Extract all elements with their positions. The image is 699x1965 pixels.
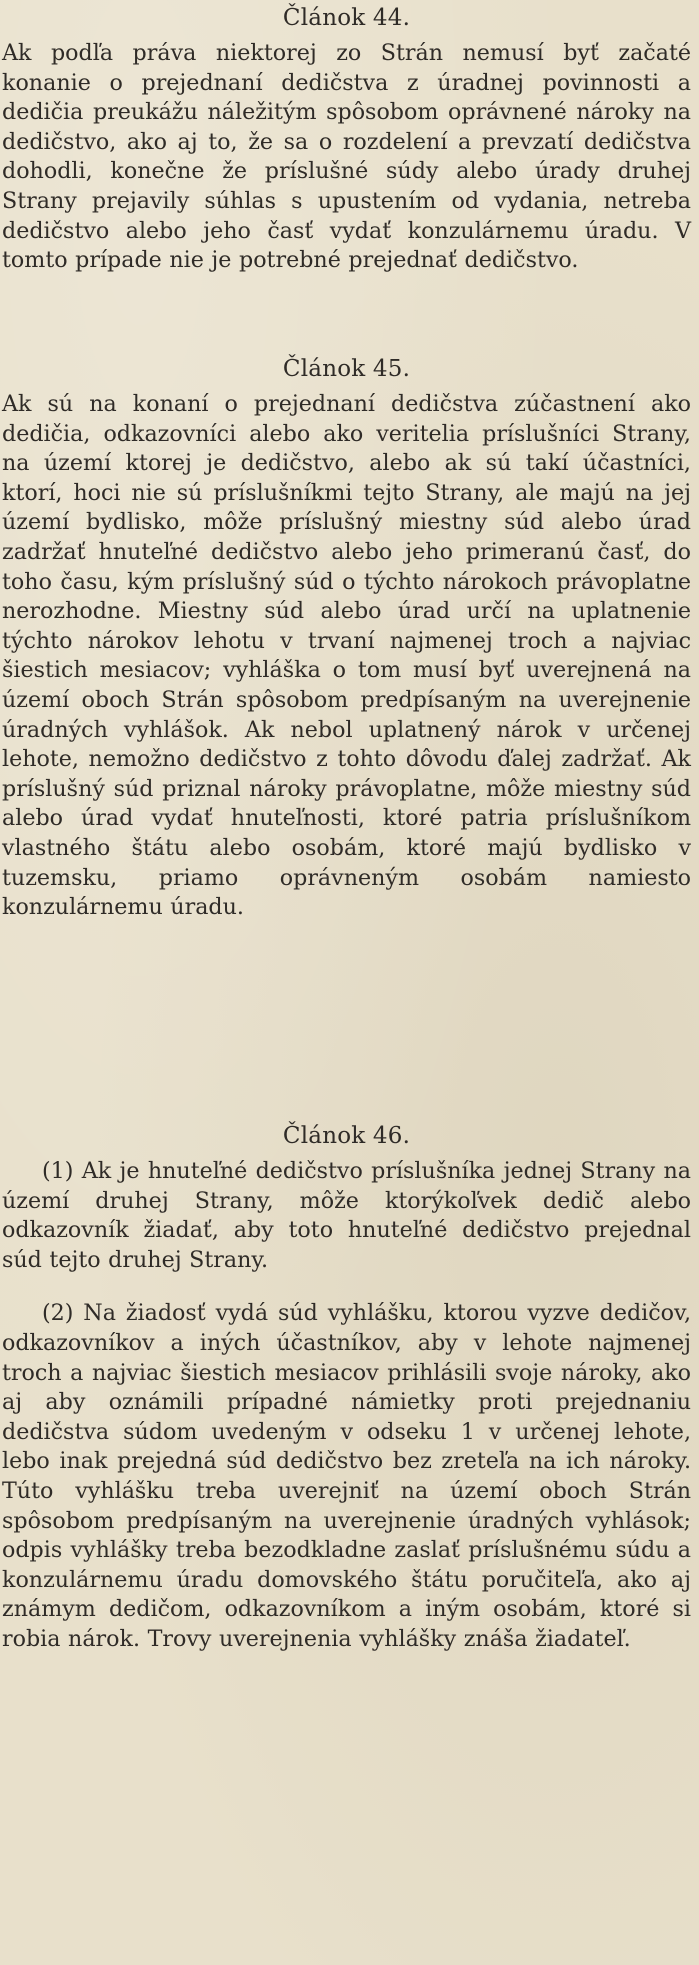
article-44	[0, 4, 699, 276]
article-heading: Článok 44.	[282, 5, 411, 31]
article-paragraph-1: (1) Ak je hnuteľné dedičstvo príslušníka jednej Strany na území druhej Strany, môže ktorýkoľvek dedič alebo odkazovník žiadať, aby toto hnuteľné dedičstvo prejednal súd tejto druhej Strany.	[2, 1158, 691, 1273]
article-paragraph-2: (2) Na žiadosť vydá súd vyhlášku, ktorou vyzve dedičov, odkazovníkov a iných účastníkov, aby v lehote najmenej troch a najviac šiestich mesiacov prihlásili svoje nároky, ako aj aby oznámili prípadné námietky proti prejednaniu dedičstva súdom uvedeným v odseku 1 v určenej lehote, lebo inak prejedná súd dedičstvo bez zreteľa na ich nároky. Túto vyhlášku treba uverejniť na území oboch Strán spôsobom predpísaným na uverejnenie úradných vyhlások; odpis vyhlášky treba bezodkladne zaslať príslušnému súdu a konzulárnemu úradu domovského štátu poručiteľa, ako aj známym dedičom, odkazovníkom a iným osobám, ktoré si robia nárok. Trovy uverejnenia vyhlášky znáša žiadateľ.	[2, 1300, 691, 1652]
article-46	[0, 1122, 699, 1655]
article-heading: Článok 46.	[282, 1123, 411, 1149]
article-45	[0, 355, 699, 923]
article-paragraph: Ak podľa práva niektorej zo Strán nemusí byť začaté konanie o prejednaní dedičstva z úradnej povinnosti a dedičia preukážu náležitým spôsobom oprávnené nároky na dedičstvo, ako aj to, že sa o rozdelení a prevzatí dedičstva dohodli, konečne že príslušné súdy alebo úrady druhej Strany prejavily súhlas s upustením od vydania, netreba dedičstvo alebo jeho časť vydať konzulárnemu úradu. V tomto prípade nie je potrebné prejednať dedičstvo.	[2, 40, 691, 274]
article-paragraph: Ak sú na konaní o prejednaní dedičstva zúčastnení ako dedičia, odkazovníci alebo ako veritelia príslušníci Strany, na území ktorej je dedičstvo, alebo ak sú takí účastníci, ktorí, hoci nie sú príslušníkmi tejto Strany, ale majú na jej území bydlisko, môže príslušný miestny súd alebo úrad zadržať hnuteľné dedičstvo alebo jeho primeranú časť, do toho času, kým príslušný súd o týchto nárokoch právoplatne nerozhodne. Miestny súd alebo úrad určí na uplatnenie týchto nárokov lehotu v trvaní najmenej troch a najviac šiestich mesiacov; vyhláška o tom musí byť uverejnená na území oboch Strán spôsobom predpísaným na uverejnenie úradných vyhlášok. Ak nebol uplatnený nárok v určenej lehote, nemožno dedičstvo z tohto dôvodu ďalej zadržať. Ak príslušný súd priznal nároky právoplatne, môže miestny súd alebo úrad vydať hnuteľnosti, ktoré patria príslušníkom vlastného štátu alebo osobám, ktoré majú bydlisko v tuzemsku, priamo oprávneným osobám namiesto konzulárnemu úradu.	[2, 391, 691, 921]
article-heading: Článok 45.	[282, 356, 411, 382]
